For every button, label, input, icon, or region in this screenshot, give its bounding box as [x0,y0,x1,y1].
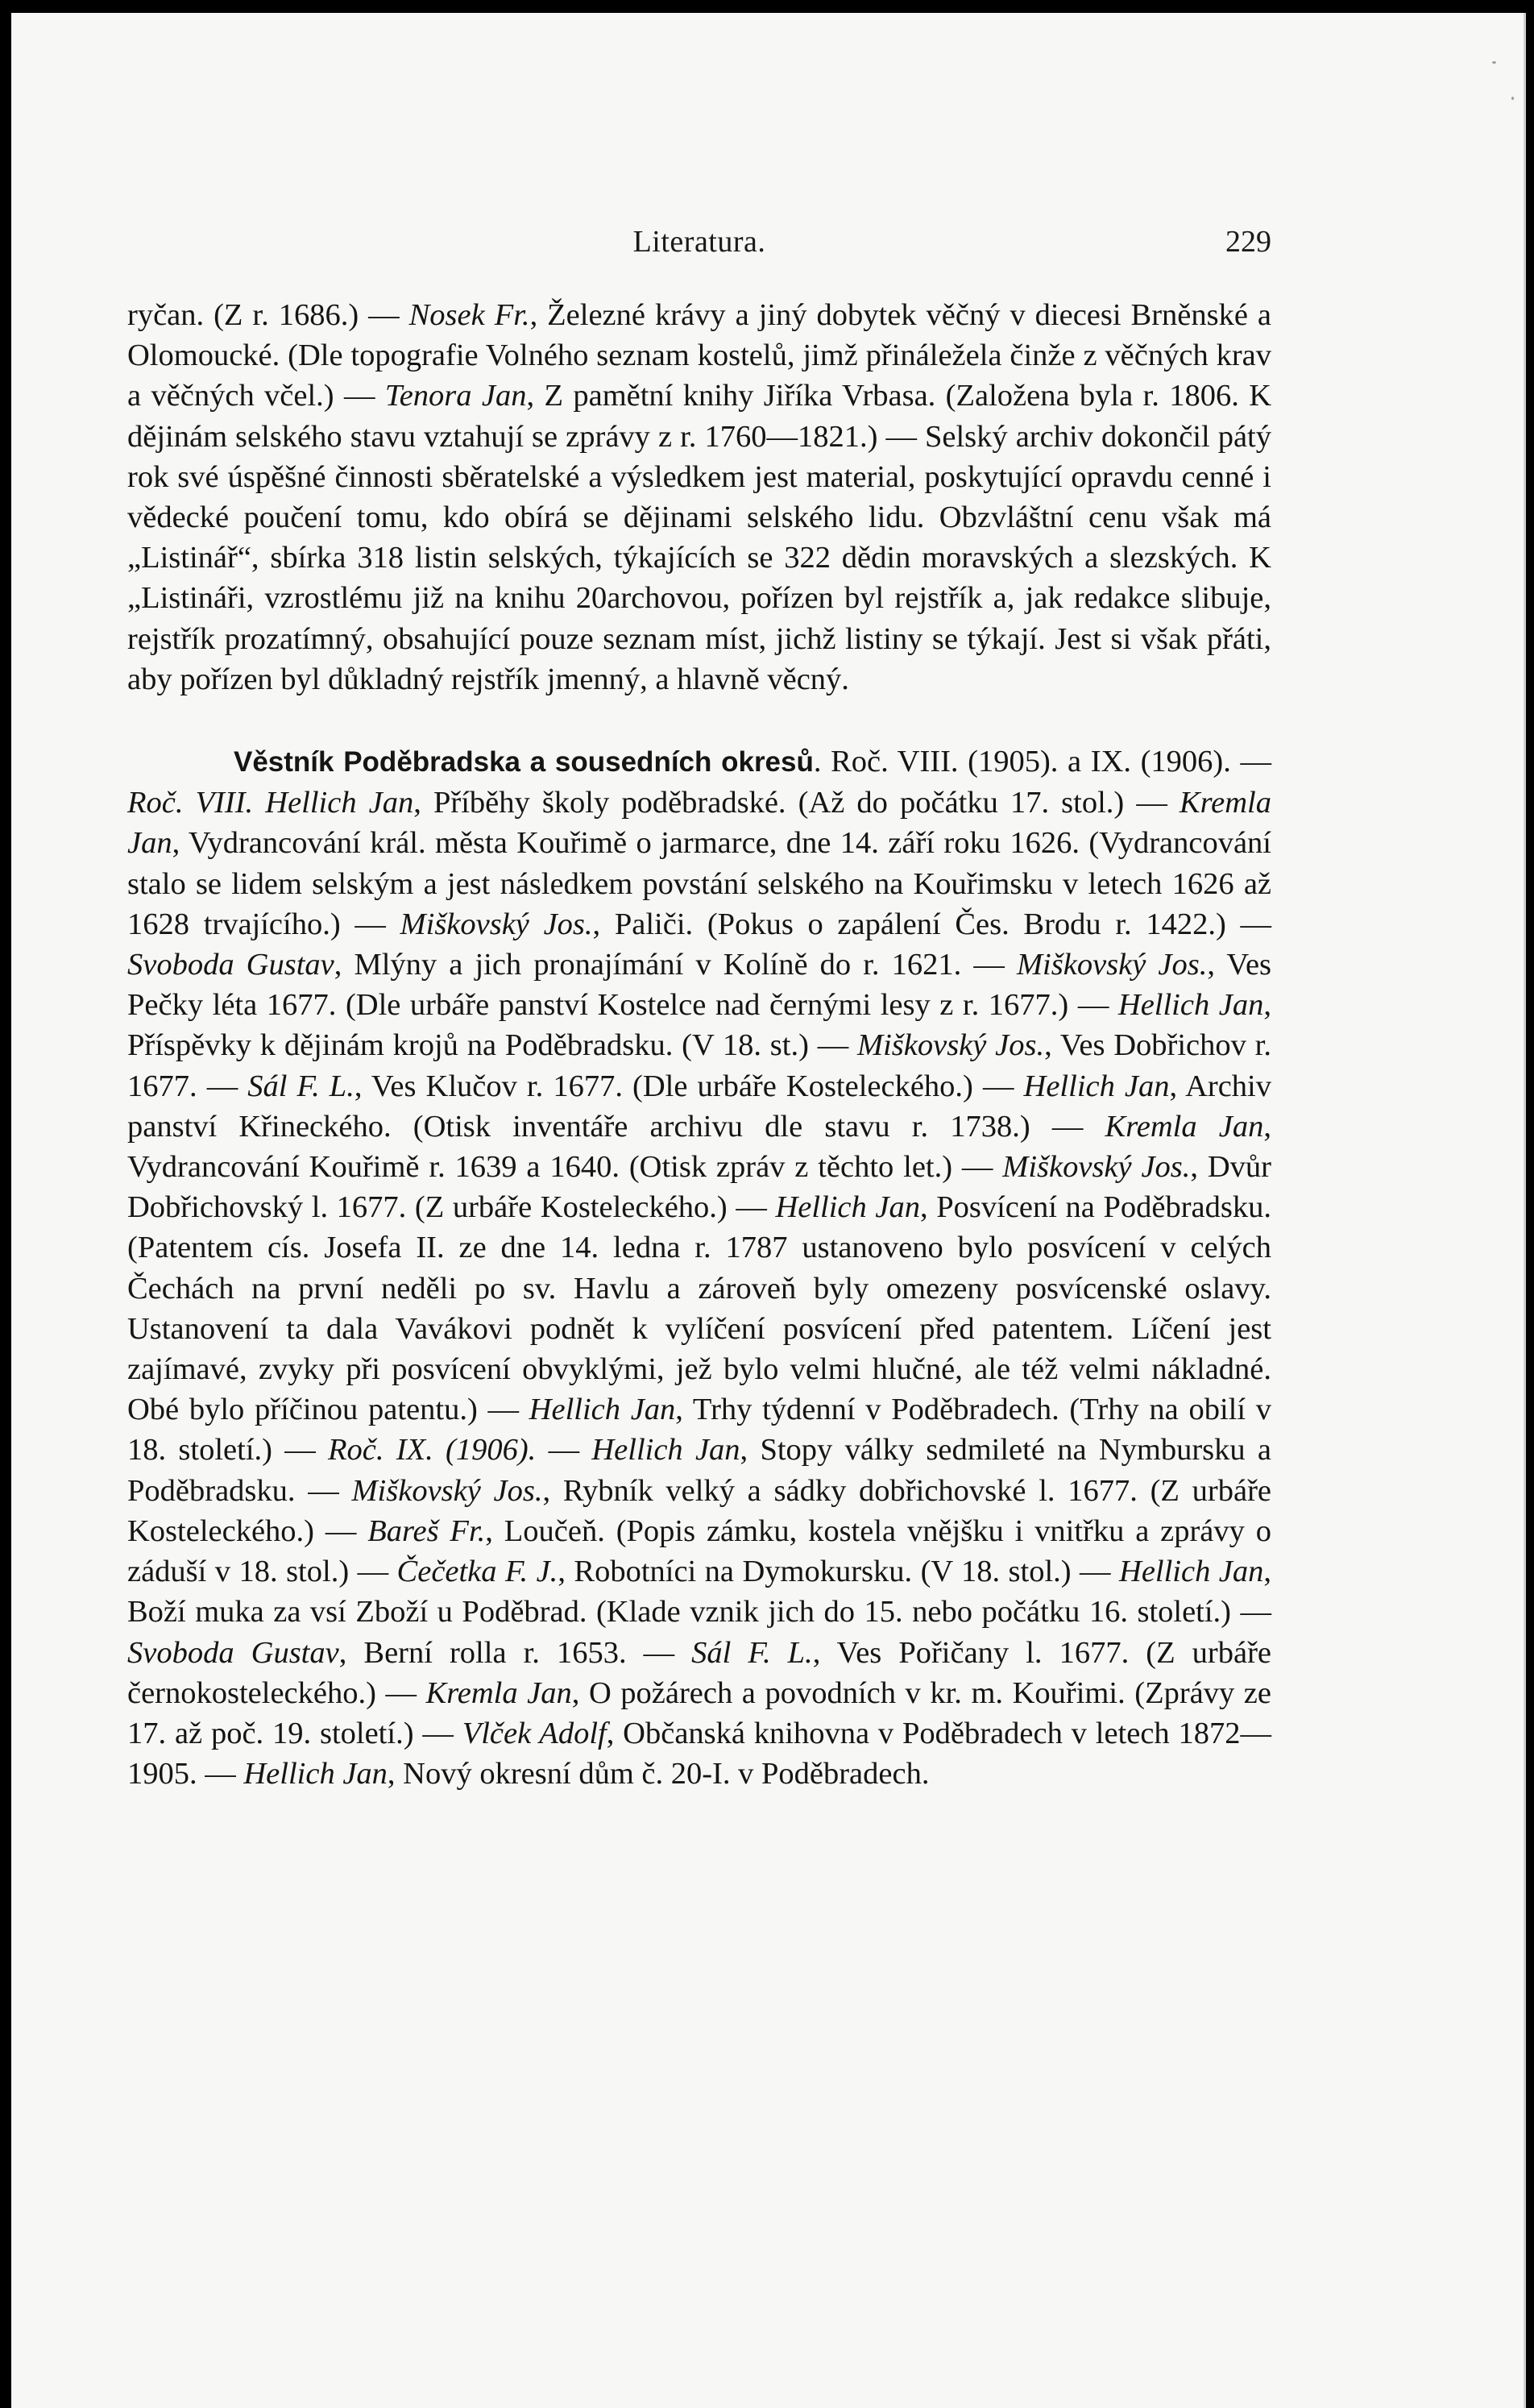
author-name: Miškovský Jos. [857,1028,1045,1063]
text-run: , Ves Pečky léta 1677. (Dle urbáře panství Kostelce nad černými lesy z r. 1677.) — [127,948,1272,1023]
author-name: Miškovský Jos. [1002,1150,1191,1185]
text-run: , Loučeň. (Popis zámku, kostela vnějšku i vnitřku a zprávy o záduší v 18. stol.) — [127,1513,1271,1589]
author-name: Hellich Jan [1117,988,1264,1023]
text-run: , Stopy války sedmileté na Nymbursku a Poděbradsku. — [127,1433,1271,1508]
text-run: , Mlýny a jich pronajímání v Kolíně do r. 1621. — [334,948,1017,982]
author-name: Hellich Jan [243,1757,388,1791]
author-name: Hellich Jan [775,1190,920,1225]
scan-speck [1492,61,1496,64]
text-run: — [536,1433,592,1468]
author-name: Hellich Jan [591,1433,740,1468]
text-run: , O požárech a povodních v kr. m. Kouřimi. (Zprávy ze 17. až poč. 19. století.) — [127,1675,1271,1750]
text-run: ryčan. (Z r. 1686.) — [127,298,409,332]
author-name: Sál F. L. [247,1069,354,1103]
text-run: , Boží muka za vsí Zboží u Poděbrad. (Klade vznik jich do 15. nebo počátku 16. století.) — [127,1555,1271,1630]
text-run: . Roč. VIII. (1905). a IX. (1906). — [813,745,1271,779]
text-run: , Berní rolla r. 1653. — [338,1635,692,1670]
text-run: , Ves Pořičany l. 1677. (Z urbáře černokosteleckého.) — [127,1635,1271,1710]
body-text [127,295,1271,1794]
text-run: , Příběhy školy poděbradské. (Až do počátku 17. stol.) — [413,786,1180,820]
text-run: , Posvícení na Poděbradsku. (Patentem cís. Josefa II. ze dne 14. ledna r. 1787 ustanoveno bylo posvícení v celých Čechách na první neděli po sv. Havlu a zároveň byly omezeny posvícenské oslavy. Ustanovení ta dala Vavákovi podnět k vylíčení posvícení před patentem. Líčení jest zajímavé, zvyky při posvícení obvyklými, jež bylo velmi hlučné, ale též velmi nákladné. Obé bylo příčinou patentu.) — [127,1190,1271,1427]
text-run: , Paliči. (Pokus o zapálení Čes. Brodu r. 1422.) — [592,907,1272,941]
author-name: Kremla Jan [127,786,1271,861]
page-number: 229 [1225,225,1271,259]
running-title: Literatura. [632,225,766,259]
text-run: , Vydrancování Kouřimě r. 1639 a 1640. (Otisk zpráv z těchto let.) — [127,1109,1271,1185]
text-run: , Ves Klučov r. 1677. (Dle urbáře Kosteleckého.) — [354,1069,1024,1103]
text-run: , Dvůr Dobřichovský l. 1677. (Z urbáře Kosteleckého.) — [127,1150,1272,1225]
author-name: Čečetka F. J. [396,1555,558,1589]
author-name: Roč. VIII. [127,786,254,820]
text-run: , Rybník velký a sádky dobřichovské l. 1677. (Z urbáře Kosteleckého.) — [127,1473,1271,1548]
author-name: Nosek Fr. [408,298,530,332]
author-name: Miškovský Jos. [400,907,593,941]
author-name: Vlček Adolf [462,1716,607,1750]
author-name: Hellich Jan [1023,1069,1170,1103]
author-name: Sál F. L. [691,1635,813,1670]
page-header [127,224,1271,272]
author-name: Kremla Jan [1105,1109,1264,1144]
author-name: Roč. IX. (1906). [328,1433,537,1468]
author-name: Bareš Fr. [367,1513,486,1548]
paragraph-selsky-archiv [127,295,1271,700]
paragraph-vestnik-podebradska [127,741,1271,1794]
text-run [253,786,265,820]
text-run: , Robotníci na Dymokursku. (V 18. stol.) — [558,1555,1120,1589]
author-name: Hellich Jan [265,786,414,820]
text-run: , Trhy týdenní v Poděbradech. (Trhy na obilí v 18. století.) — [127,1393,1272,1468]
periodical-title: Věstník Poděbradska a sousedních okresů [234,746,814,778]
text-run: , Z pamětní knihy Jiříka Vrbasa. (Založena byla r. 1806. K dějinám selského stavu vztahují se zprávy z r. 1760—1821.) — Selský archiv dokončil pátý rok své úspěšné činnosti sběratelské a výsledkem jest material, poskytující opravdu cenné i vědecké poučení tomu, kdo obírá se dějinami selského lidu. Obzvláštní cenu však má „Listinář“, sbírka 318 listin selských, týkajících se 322 dědin moravských a slezských. K „Listináři, vzrostlému již na knihu 20archovou, pořízen byl rejstřík a, jak redakce slibuje, rejstřík prozatímný, obsahující pouze seznam míst, jichž listiny se týkají. Jest si však přáti, aby pořízen byl důkladný rejstřík jmenný, a hlavně věcný. [127,379,1272,696]
text-run: , Archiv panství Křineckého. (Otisk inventáře archivu dle stavu r. 1738.) — [127,1069,1271,1144]
author-name: Tenora Jan [384,379,527,413]
author-name: Hellich Jan [529,1393,676,1427]
text-run: , Železné krávy a jiný dobytek věčný v diecesi Brněnské a Olomoucké. (Dle topografie Volného seznam kostelů, jimž přináležela činže z věčných krav a věčných včel.) — [127,298,1272,413]
text-run: , Ves Dobřichov r. 1677. — [127,1028,1271,1103]
book-page [11,13,1526,2408]
author-name: Hellich Jan [1119,1555,1264,1589]
author-name: Svoboda Gustav [127,948,334,982]
text-run: , Vydrancování král. města Kouřimě o jarmarce, dne 14. září roku 1626. (Vydrancování stalo se lidem selským a jest následkem povstání selského na Kouřimsku v letech 1626 až 1628 trvajícího.) — [127,826,1271,941]
paragraph-gap [127,700,1271,741]
author-name: Kremla Jan [425,1675,572,1710]
author-name: Miškovský Jos. [1016,948,1208,982]
scan-speck [1511,97,1514,100]
text-run: , Nový okresní dům č. 20-I. v Poděbradech. [387,1757,930,1791]
text-run: , Občanská knihovna v Poděbradech v letech 1872—1905. — [127,1716,1271,1791]
text-run: , Příspěvky k dějinám krojů na Poděbradsku. (V 18. st.) — [127,988,1271,1063]
author-name: Miškovský Jos. [351,1473,543,1508]
author-name: Svoboda Gustav [127,1635,339,1670]
